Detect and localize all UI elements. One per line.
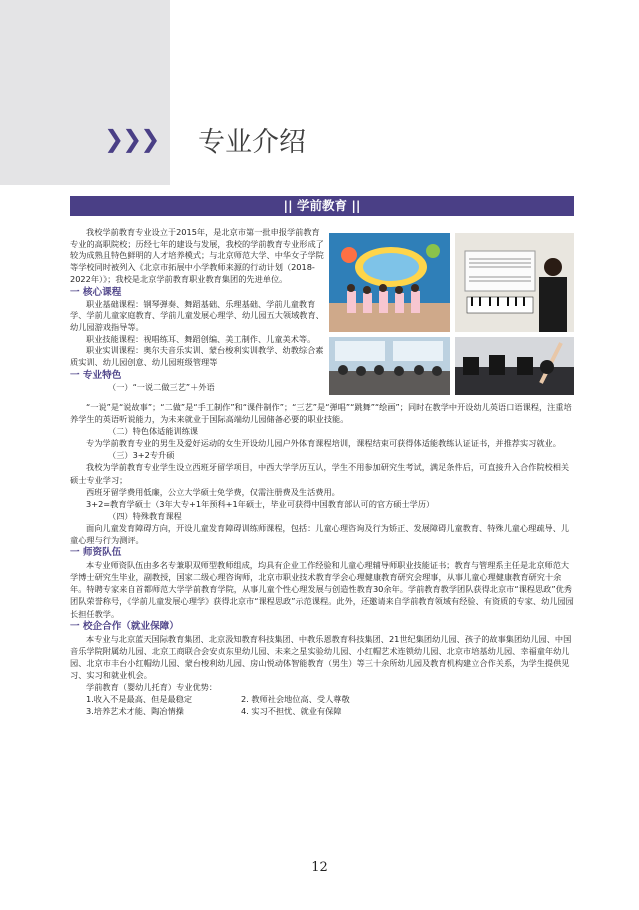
advantages-row	[70, 693, 390, 705]
feature-title: （三）3+2专升硕	[108, 450, 175, 461]
corner-decoration	[0, 0, 170, 185]
formula-text: 3+2=教育学硕士（3年大专+1年预科+1年硕士，毕业可获得中国教育部认可的官方硕士学历）	[86, 498, 435, 509]
core-heading: 一 核心课程	[70, 286, 122, 298]
feature-title: （二）特色体适能训练课	[108, 426, 199, 437]
photo-collage	[329, 233, 574, 395]
intro-paragraph: 我校学前教育专业设立于2015年，是北京市第一批申报学前教育专业的高职院校；历经七年的建设与发展，我校的学前教育专业形成了较为成熟且特色鲜明的人才培养模式；与北京师范大学、中华女子学院等学校同时被列入《北京市拓展中小学教师来源的行动计划（2018-2022年）》；我校是北京学前教育职业教育集团的先进单位。	[70, 227, 324, 284]
faculty-text: 本专业师资队伍由多名专兼职双师型教师组成，均具有企业工作经验和儿童心理辅导师职业技能证书；教育与管理系主任是北京师范大学博士研究生毕业，副教授，国家二级心理咨询师，北京市职业技术教育学会心理健康教育研究会理事，从事儿童心理健康教育研究十余年。特聘专家来自首都师范大学学前教育学院，从事儿童个性心理发展与创造性教育30余年。学前教育教学团队获得北京市“课程思政”优秀团队荣誉称号，《学前儿童发展心理学》获得北京市“课程思政”示范课程。此外，还邀请来自学前教育领域有经验、有资质的专家、幼儿园园长担任教学。	[70, 560, 574, 619]
stage-performance-photo	[329, 233, 450, 332]
feature-title: （四）特殊教育课程	[108, 510, 182, 521]
chevron-icon: ❯❯❯	[104, 125, 159, 153]
core-item: 职业基础课程：钢琴弹奏、舞蹈基础、乐理基础、学前儿童教育学、学前儿童家庭教育、学前儿童发展心理学、幼儿园五大领域教育、幼儿园游戏指导等。	[70, 298, 324, 332]
page-number: 12	[311, 860, 328, 875]
advantages-title: 学前教育（婴幼儿托育）专业优势：	[86, 681, 218, 692]
feature-text: 专为学前教育专业的男生及爱好运动的女生开设幼儿园户外体育课程培训，课程结束可获得体适能教练认证证书，并推荐实习就业。	[86, 438, 561, 449]
feature-text: 西班牙留学费用低廉，公立大学硕士免学费，仅需注册费及生活费用。	[86, 486, 340, 497]
main-text	[70, 401, 576, 717]
feature-title: （一）“一说二做三艺”＋外语	[108, 381, 215, 392]
core-item: 职业实训课程：奥尔夫音乐实训、蒙台梭利实训教学、幼教综合素质实训、幼儿园创意、幼儿园班级管理等	[70, 345, 324, 368]
advantage-item: 1.收入不是最高、但是最稳定	[86, 694, 193, 705]
feature-text: 面向儿童发育障碍方向，开设儿童发育障碍训练师课程，包括：儿童心理咨询及行为矫正、发展障碍儿童教育、特殊儿童心理疏导、儿童心理与行为测评。	[70, 522, 570, 546]
section-bar: || 学前教育 ||	[70, 196, 574, 216]
classroom-photo	[329, 337, 450, 395]
music-teacher-photo	[455, 233, 574, 332]
core-item: 职业技能课程：视唱练耳、舞蹈创编、美工制作、儿童美术等。	[86, 333, 316, 344]
feature-text: “一说”是“说故事”；“二做”是“手工制作”和“课件制作”；“三艺”是“弹唱”“跳舞”“绘画”；同时在教学中开设幼儿英语口语课程，注重培养学生的英语听说能力，为未来就业于国际高端幼儿园储备必要的职业技能。	[70, 402, 572, 425]
advantage-item: 3.培养艺术才能、陶冶情操	[86, 706, 184, 717]
advantage-item: 4. 实习不担忧、就业有保障	[241, 706, 342, 717]
advantages-row	[70, 705, 390, 717]
advantage-item: 2. 教师社会地位高、受人尊敬	[241, 694, 350, 705]
coop-text: 本专业与北京蓝天国际教育集团、北京汲知教育科技集团、中教乐恩教育科技集团、21世纪集团幼儿园、孩子的故事集团幼儿园、中国音乐学院附属幼儿园、北京工商联合会安贞东里幼儿园、未来之星实验幼儿园、小红帽艺术连锁幼儿园、北京市培基幼儿园、幸福童年幼儿园、北京市丰台小红帽幼儿园、蒙台梭利幼儿园、房山悦动体智能教育（男生）等三十余所幼儿园及教育机构建立合作关系，为学生提供见习、实习和就业机会。	[70, 633, 572, 680]
piano-class-photo	[455, 337, 574, 395]
feature-text: 我校为学前教育专业学生设立西班牙留学项目，中西大学学历互认，学生不用参加研究生考试，满足条件后，可直接升入合作院校相关硕士专业学习；	[70, 462, 570, 485]
page-title: 专业介绍	[198, 127, 306, 158]
features-heading: 一 专业特色	[70, 369, 122, 381]
coop-heading: 一 校企合作（就业保障）	[70, 620, 179, 632]
intro-column	[70, 227, 324, 393]
faculty-heading: 一 师资队伍	[70, 547, 122, 559]
